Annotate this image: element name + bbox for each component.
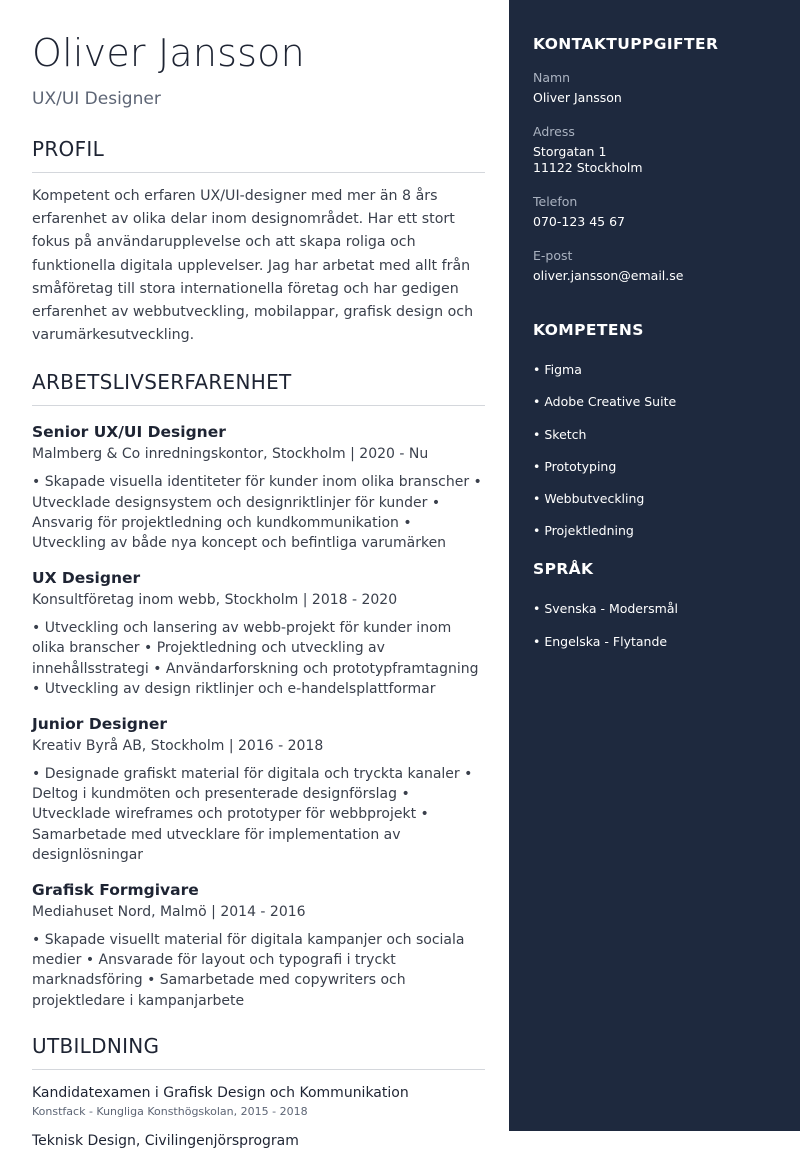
- job-meta: Mediahuset Nord, Malmö | 2014 - 2016: [32, 904, 306, 921]
- education-degree: Kandidatexamen i Grafisk Design och Kommunikation: [32, 1084, 409, 1101]
- job-title: Grafisk Formgivare: [32, 881, 199, 900]
- job-description: • Skapade visuella identiteter för kunder inom olika branscher • Utvecklade designsystem och designriktlinjer för kunder • Ansvarig för projektledning och kundkommunikation • Utveckling av både nya koncept och befintliga varumärken: [32, 474, 482, 552]
- job-entry: [32, 880, 485, 1011]
- contact-email-label: E-post: [533, 248, 573, 263]
- skill-item: • Sketch: [533, 426, 587, 442]
- job-description: • Utveckling och lansering av webb-projekt för kunder inom olika branscher • Projektledning och utveckling av innehållsstrategi • Användarforskning och prototypframtagning • Utveckling av design riktlinjer och e-handelsplattformar: [32, 620, 479, 697]
- skill-item: • Adobe Creative Suite: [533, 394, 677, 410]
- job-meta: Kreativ Byrå AB, Stockholm | 2016 - 2018: [32, 738, 324, 755]
- contact-name-label: Namn: [533, 70, 571, 85]
- skills-list: [533, 362, 780, 539]
- education-list: [32, 1084, 485, 1150]
- education-meta: Konstfack - Kungliga Konsthögskolan, 2015 - 2018: [32, 1104, 308, 1118]
- contact-heading: KONTAKTUPPGIFTER: [533, 35, 719, 53]
- education-degree: Teknisk Design, Civilingenjörsprogram: [32, 1132, 299, 1149]
- skill-item: • Webbutveckling: [533, 491, 645, 507]
- job-description: • Skapade visuellt material för digitala kampanjer och sociala medier • Ansvarade för layout och typografi i tryckt marknadsföring • Samarbetade med copywriters och projektledare i kampanjarbete: [32, 932, 465, 1009]
- language-item: • Svenska - Modersmål: [533, 601, 678, 617]
- education-entry: [32, 1084, 485, 1120]
- skill-item: • Prototyping: [533, 458, 617, 474]
- sidebar: [509, 0, 800, 1131]
- job-description: • Designade grafiskt material för digitala och tryckta kanaler • Deltog i kundmöten och presenterade designförslag • Utvecklade wireframes och prototyper för webbprojekt • Samarbetade med utvecklare för implementation av designlösningar: [32, 766, 473, 863]
- job-meta: Konsultföretag inom webb, Stockholm | 2018 - 2020: [32, 592, 398, 609]
- contact-address-line1: Storgatan 1: [533, 144, 607, 159]
- contact-phone-label: Telefon: [533, 194, 578, 209]
- job-entry: [32, 568, 485, 699]
- skill-item: • Projektledning: [533, 523, 634, 539]
- job-title: UX Designer: [32, 569, 141, 588]
- job-meta: Malmberg & Co inredningskontor, Stockholm | 2020 - Nu: [32, 446, 429, 463]
- skills-section: [533, 320, 780, 539]
- languages-list: [533, 601, 780, 649]
- language-item: • Engelska - Flytande: [533, 633, 668, 649]
- education-entry: [32, 1132, 485, 1150]
- contact-email-value: oliver.jansson@email.se: [533, 268, 684, 283]
- candidate-title: UX/UI Designer: [32, 89, 161, 109]
- languages-heading: SPRÅK: [533, 560, 594, 579]
- candidate-name: Oliver Jansson: [32, 31, 305, 75]
- job-entry: [32, 714, 485, 865]
- contact-address-label: Adress: [533, 124, 575, 139]
- contact-name-value: Oliver Jansson: [533, 90, 622, 105]
- profile-heading: PROFIL: [32, 136, 485, 173]
- contact-address-line2: 11122 Stockholm: [533, 160, 643, 175]
- experience-heading: ARBETSLIVSERFARENHET: [32, 369, 485, 406]
- skill-item: • Figma: [533, 362, 582, 377]
- contact-phone-value: 070-123 45 67: [533, 214, 625, 229]
- skills-heading: KOMPETENS: [533, 321, 644, 339]
- education-heading: UTBILDNING: [32, 1033, 485, 1070]
- job-title: Junior Designer: [32, 715, 168, 734]
- job-entry: [32, 422, 485, 553]
- experience-list: [32, 422, 485, 1010]
- profile-text: Kompetent och erfaren UX/UI-designer med mer än 8 års erfarenhet av olika delar inom designområdet. Har ett stort fokus på användarupplevelse och att skapa roliga och funktionella digitala upplevelser. Jag har arbetat med allt från småföretag till stora internationella företag och har gedigen erfarenhet av webbutveckling, mobilappar, grafisk design och varumärkesutveckling.: [32, 188, 474, 344]
- languages-section: [533, 559, 780, 649]
- job-title: Senior UX/UI Designer: [32, 423, 226, 442]
